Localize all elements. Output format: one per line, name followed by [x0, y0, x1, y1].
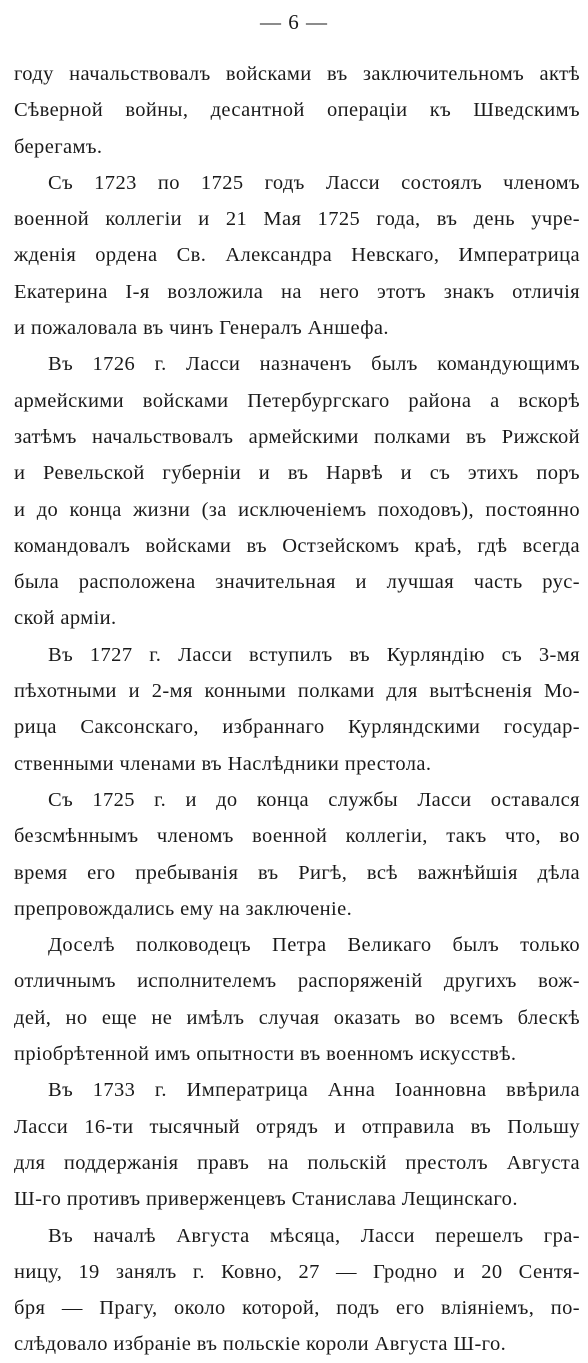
text-line: Ш-го противъ приверженцевъ Станислава Лещинскаго.	[14, 1188, 518, 1211]
text-line: дей, но еще не имѣлъ случая оказать во всемъ блескѣ	[14, 1006, 580, 1029]
text-line: ницу, 19 занялъ г. Ковно, 27 — Гродно и 20 Сентя-	[14, 1260, 580, 1283]
text-line: берегамъ.	[14, 135, 103, 158]
text-line: Въ 1727 г. Ласси вступилъ въ Курляндію съ 3-мя	[48, 643, 580, 666]
page-number: — 6 —	[260, 10, 328, 34]
text-line: безсмѣннымъ членомъ военной коллегіи, такъ что, во	[14, 825, 580, 848]
text-line: Доселѣ полководецъ Петра Великаго былъ только	[48, 934, 580, 957]
text-line: и Ревельской губерніи и въ Нарвѣ и съ этихъ поръ	[14, 462, 580, 485]
text-line: Съ 1725 г. и до конца службы Ласси оставался	[48, 788, 580, 811]
body-text	[14, 56, 580, 1363]
text-line: Въ началѣ Августа мѣсяца, Ласси перешелъ гра-	[48, 1224, 580, 1247]
text-line: бря — Прагу, около которой, подъ его вліяніемъ, по-	[14, 1297, 580, 1320]
text-line: ственными членами въ Наслѣдники престола.	[14, 752, 432, 775]
text-line: жденія ордена Св. Александра Невскаго, Императрица	[14, 244, 580, 267]
text-line: препровождались ему на заключеніе.	[14, 897, 353, 920]
text-line: Ласси 16-ти тысячный отрядъ и отправила въ Польшу	[14, 1115, 580, 1138]
text-line: пѣхотными и 2-мя конными полками для вытѣсненія Мо-	[14, 680, 580, 703]
text-line: рица Саксонскаго, избраннаго Курляндскими государ-	[14, 716, 580, 739]
text-line: Въ 1726 г. Ласси назначенъ былъ командующимъ	[48, 353, 580, 376]
text-line: и пожаловала въ чинъ Генералъ Аншефа.	[14, 317, 389, 340]
text-line: затѣмъ начальствовалъ армейскими полками въ Рижской	[14, 425, 580, 448]
text-line: ской арміи.	[14, 607, 117, 630]
text-line: армейскими войсками Петербургскаго района а вскорѣ	[14, 389, 580, 412]
text-line: была расположена значительная и лучшая часть рус-	[14, 571, 580, 594]
text-line: Сѣверной войны, десантной операціи къ Шведскимъ	[14, 99, 580, 122]
text-line: пріобрѣтенной имъ опытности въ военномъ искусствѣ.	[14, 1043, 517, 1066]
text-line: Съ 1723 по 1725 годъ Ласси состоялъ членомъ	[48, 171, 580, 194]
text-line: отличнымъ исполнителемъ распоряженій другихъ вож-	[14, 970, 580, 993]
text-line: для поддержанія правъ на польскій престолъ Августа	[14, 1151, 580, 1174]
text-line: Въ 1733 г. Императрица Анна Іоанновна ввѣрила	[48, 1079, 580, 1102]
text-line: военной коллегіи и 21 Мая 1725 года, въ день учре-	[14, 208, 580, 231]
text-line: году начальствовалъ войсками въ заключительномъ актѣ	[14, 63, 580, 85]
text-line: время его пребыванія въ Ригѣ, всѣ важнѣйшія дѣла	[14, 861, 580, 884]
text-line: и до конца жизни (за исключеніемъ походовъ), постоянно	[14, 498, 580, 521]
text-line: слѣдовало избраніе въ польскіе короли Августа Ш-го.	[14, 1333, 507, 1356]
text-line: Екатерина I-я возложила на него этотъ знакъ отличія	[14, 280, 580, 303]
text-line: командовалъ войсками въ Остзейскомъ краѣ, гдѣ всегда	[14, 534, 580, 557]
